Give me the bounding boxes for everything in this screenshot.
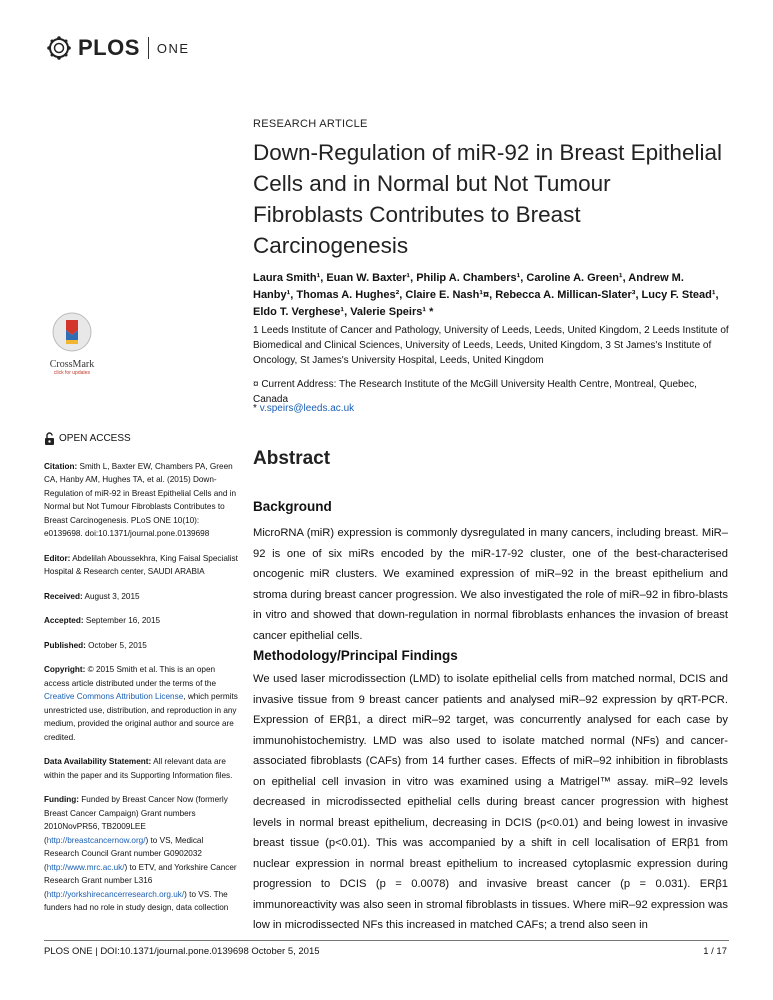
data-availability [44, 755, 239, 782]
author-list: Laura Smith¹, Euan W. Baxter¹, Philip A. Chambers¹, Caroline A. Green¹, Andrew M. Hanby¹, Thomas A. Hughes², Claire E. Nash¹¤, Rebecca A. Millican-Slater³, Lucy F. Stead¹, Eldo T. Verghese¹, Valerie Speirs¹ * [253, 272, 719, 318]
page-number: 1 / 17 [703, 946, 727, 957]
funding-text-3: ) to ETV, and Yorkshire Cancer Research Grant number L316 ( [44, 862, 237, 899]
corresp-marker: * [253, 403, 257, 414]
received [44, 590, 239, 604]
citation [44, 460, 239, 541]
accepted-label: Accepted: [44, 616, 84, 625]
editor-label: Editor: [44, 553, 71, 563]
open-access-label: OPEN ACCESS [59, 433, 131, 444]
published-date: October 5, 2015 [88, 640, 147, 650]
open-lock-icon [44, 432, 55, 445]
affiliations: 1 Leeds Institute of Cancer and Pathology, University of Leeds, Leeds, United Kingdom, 2 Leeds Institute of Biomedical and Clinical Sciences, University of Leeds, Leeds, United Kingdom, 3 St James's Institute of Oncology, St James's University Hospital, Leeds, United Kingdom [253, 325, 729, 366]
methods-paragraph: We used laser microdissection (LMD) to isolate epithelial cells from matched normal, DCIS and invasive tissue from 9 breast cancer patients and analysed miR–92 expression by qRT-PCR. Expression of ERβ1, a direct miR–92 target, was concurrently analysed for each case by immunohistochemistry. LMD was also used to isolate matched normal (NFs) and cancer-associated fibroblasts (CAFs) from 14 further cases. Effects of miR–92 inhibition in fibroblasts on epithelial cell invasion in vitro was examined using a Matrigel™ assay. miR–92 levels decreased in microdissected epithelial cells during breast cancer progression with highest levels in normal breast epithelium, decreasing in DCIS (p<0.01) and being lowest in invasive breast tissue (p<0.01). This was accompanied by a shift in cell localisation of ERβ1 from nuclear expression in normal breast epithelium to increased cytoplasmic expression during progression to DCIS (p = 0.0078) and invasive breast cancer (p = 0.031). ERβ1 immunoreactivity was also seen in stromal fibroblasts in tissues. Where miR–92 expression was low in microdissected NFs this increased in matched CAFs; a trend also seen in [253, 673, 728, 931]
funding-label: Funding: [44, 795, 80, 804]
published [44, 639, 239, 653]
copyright-text-pre: © 2015 Smith et al. This is an open access article distributed under the terms of the [44, 665, 217, 688]
copyright-label: Copyright: [44, 665, 86, 674]
citation-text: Smith L, Baxter EW, Chambers PA, Green CA, Hanby AM, Hughes TA, et al. (2015) Down-Regulation of miR-92 in Breast Epithelial Cells and in Normal but Not Tumour Fibroblasts Contributes to Breast Carcinogenesis. PLoS ONE 10(10): e0139698. doi:10.1371/journal.pone.0139698 [44, 461, 237, 538]
methods-heading: Methodology/Principal Findings [253, 648, 458, 663]
cc-license-link[interactable]: Creative Commons Attribution License [44, 692, 184, 701]
corresponding-author [253, 403, 354, 414]
copyright [44, 663, 239, 744]
footer-divider [44, 940, 729, 941]
published-label: Published: [44, 640, 86, 650]
funding [44, 793, 239, 915]
funding-text-1: Funded by Breast Cancer Now (formerly Breast Cancer Campaign) Grant numbers 2010NovPR56, TB2009LEE ( [44, 795, 228, 845]
logo-plos-text: PLOS [78, 35, 140, 60]
crossmark-label: CrossMark [49, 359, 95, 370]
article-info-sidebar [44, 432, 239, 926]
funding-link-mrc[interactable]: http://www.mrc.ac.uk/ [46, 862, 125, 872]
funding-link-breastcancernow[interactable]: http://breastcancernow.org/ [46, 835, 146, 845]
editor [44, 552, 239, 579]
data-availability-label: Data Availability Statement: [44, 757, 152, 766]
logo-divider [148, 37, 149, 59]
editor-text: Abdelilah Aboussekhra, King Faisal Specialist Hospital & Research center, SAUDI ARABIA [44, 553, 238, 576]
footer-citation: PLOS ONE | DOI:10.1371/journal.pone.0139698 October 5, 2015 [44, 946, 320, 957]
current-address: ¤ Current Address: The Research Institute of the McGill University Health Centre, Montreal, Quebec, Canada [253, 379, 697, 405]
funding-link-ycr[interactable]: http://yorkshirecancerresearch.org.uk/ [46, 889, 185, 899]
open-access-badge [44, 432, 239, 446]
accepted [44, 614, 239, 628]
background-heading: Background [253, 499, 332, 514]
citation-label: Citation: [44, 461, 78, 471]
funding-text-2: ) to VS, Medical Research Council Grant number G0902032 ( [44, 835, 204, 872]
logo-journal-text: ONE [156, 40, 190, 56]
background-paragraph: MicroRNA (miR) expression is commonly dysregulated in many cancers, including breast. MiR–92 is one of six miRs encoded by the miR-17-92 cluster, one of the best-characterised oncogenic miR clusters. We examined expression of miR–92 in the breast epithelium and stroma during breast cancer progression. We also investigated the role of miR–92 in fibro-blasts in vitro and showed that down-regulation in normal fibroblasts enhances the invasion of breast cancer epithelial cells. [253, 527, 728, 642]
article-title: Down-Regulation of miR-92 in Breast Epithelial Cells and in Normal but Not Tumour Fibroblasts Contributes to Breast Carcinogenesis [253, 140, 722, 258]
corresp-email-link[interactable]: v.speirs@leeds.ac.uk [259, 403, 355, 414]
data-availability-text: All relevant data are within the paper and its Supporting Information files. [44, 757, 233, 780]
copyright-text-post: , which permits unrestricted use, distribution, and reproduction in any medium, provided the original author and source are credited. [44, 692, 238, 742]
crossmark-icon [52, 312, 92, 352]
funding-text-4: ) to VS. The funders had no role in study design, data collection [44, 889, 229, 912]
abstract-heading: Abstract [253, 448, 331, 469]
received-label: Received: [44, 591, 83, 601]
received-date: August 3, 2015 [84, 591, 140, 601]
accepted-date: September 16, 2015 [85, 616, 161, 625]
article-type: RESEARCH ARTICLE [253, 118, 368, 130]
plos-logo-icon [44, 35, 74, 61]
plos-one-logo [44, 34, 190, 62]
crossmark-sub: click for updates [53, 370, 91, 376]
crossmark-badge[interactable] [44, 312, 100, 378]
